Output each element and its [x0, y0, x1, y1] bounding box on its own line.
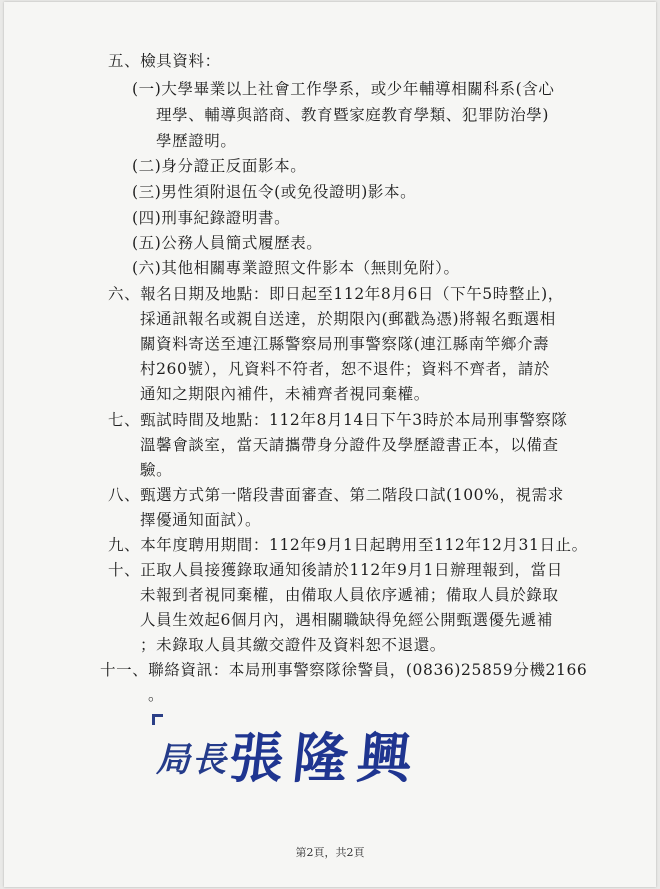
section-6-line-4: 村260號），凡資料不符者，恕不退件；資料不齊者，請於	[140, 360, 551, 378]
section-5-item-6: (六)其他相關專業證照文件影本（無則免附）。	[132, 259, 460, 277]
director-name: 張隆興	[226, 726, 425, 790]
section-10-line-3: 人員生效起6個月內，遇相關職缺得免經公開甄選優先遞補	[140, 611, 553, 629]
section-5-item-2: (二)身分證正反面影本。	[132, 157, 307, 175]
section-6-line-2: 採通訊報名或親自送達，於期限內(郵戳為憑)將報名甄選相	[140, 310, 556, 328]
section-10-line-1: 十、正取人員接獲錄取通知後請於112年9月1日辦理報到，當日	[108, 561, 563, 579]
section-7-line-3: 驗。	[140, 461, 173, 479]
section-8-line-2: 擇優通知面試）。	[140, 511, 262, 529]
section-8-line-1: 八、甄選方式第一階段書面審查、第二階段口試(100%，視需求	[108, 486, 564, 504]
section-5-item-3: (三)男性須附退伍令(或免役證明)影本。	[132, 183, 417, 201]
section-6-line-1: 六、報名日期及地點：即日起至112年8月6日（下午5時整止)，	[108, 285, 564, 303]
page-footer: 第2頁，共2頁	[295, 846, 365, 859]
section-6-line-3: 關資料寄送至連江縣警察局刑事警察隊(連江縣南竿鄉介壽	[140, 335, 550, 353]
director-signature-stamp	[152, 714, 442, 794]
section-7-line-1: 七、甄試時間及地點：112年8月14日下午3時於本局刑事警察隊	[108, 411, 568, 429]
section-10-line-2: 未報到者視同棄權，由備取人員依序遞補；備取人員於錄取	[140, 586, 559, 604]
document-page	[4, 2, 656, 887]
section-6-line-5: 通知之期限內補件，未補齊者視同棄權。	[140, 385, 430, 403]
section-9-line-1: 九、本年度聘用期間：112年9月1日起聘用至112年12月31日止。	[108, 536, 588, 554]
director-title: 局長	[156, 740, 228, 780]
section-5-item-5: (五)公務人員簡式履歷表。	[132, 234, 323, 252]
stamp-corner-mark	[152, 714, 163, 725]
section-5-item-1-line-2: 理學、輔導與諮商、教育暨家庭教育學類、犯罪防治學)	[156, 106, 550, 124]
section-11-line-1: 十一、聯絡資訊：本局刑事警察隊徐警員，(0836)25859分機2166	[100, 661, 588, 679]
section-5-item-1-line-1: (一)大學畢業以上社會工作學系，或少年輔導相關科系(含心	[132, 80, 555, 98]
section-5-item-4: (四)刑事紀錄證明書。	[132, 209, 291, 227]
section-10-line-4: ；未錄取人員其繳交證件及資料恕不退還。	[140, 636, 446, 654]
section-5-heading: 五、檢具資料：	[108, 52, 221, 70]
section-11-line-2: 。	[148, 686, 165, 704]
section-5-item-1-line-3: 學歷證明。	[156, 132, 237, 150]
section-7-line-2: 溫馨會談室，當天請攜帶身分證件及學歷證書正本，以備查	[140, 436, 559, 454]
